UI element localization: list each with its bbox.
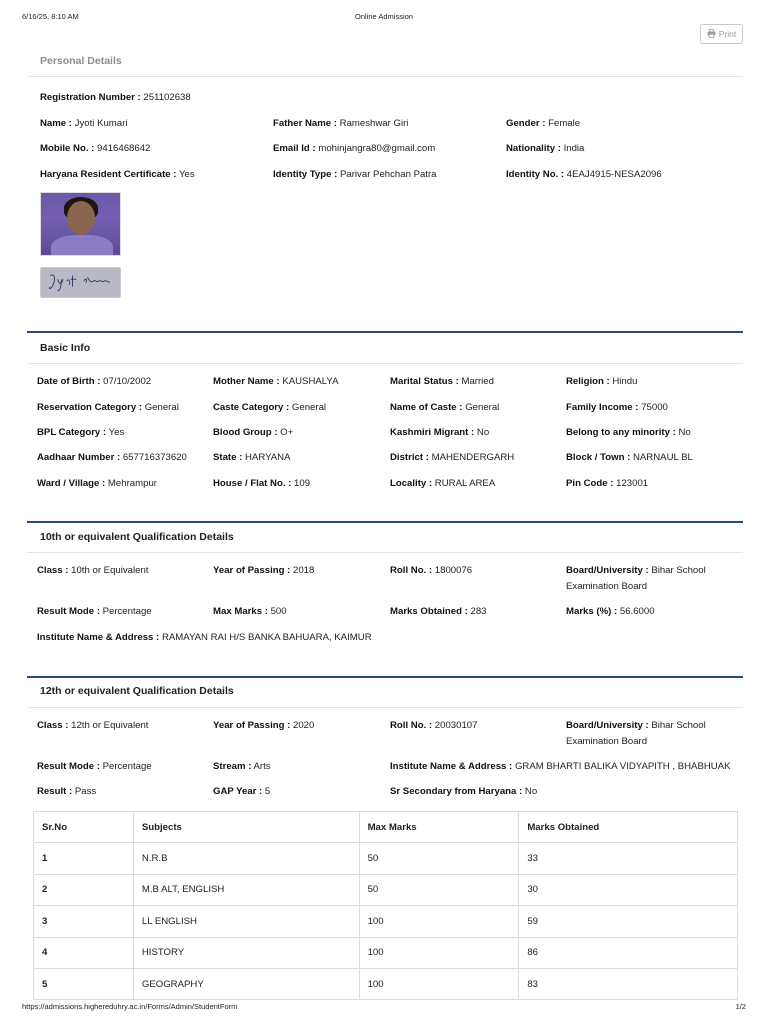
subject-cell: HISTORY [133,937,359,968]
sr-no-cell: 5 [34,968,134,999]
print-label: Print [718,29,737,39]
gender-field: Gender : Female [506,118,581,129]
marks-obtained-cell: 59 [519,906,738,937]
blood-group-field: Blood Group : O+ [213,427,294,438]
ward-village-field: Ward / Village : Mehrampur [37,478,157,489]
sr-no-cell: 3 [34,906,134,937]
state-field: State : HARYANA [213,452,291,463]
haryana-resident-field: Haryana Resident Certificate : Yes [40,169,195,180]
divider [27,76,743,77]
father-name-field: Father Name : Rameshwar Giri [273,118,409,129]
email-field: Email Id : mohinjangra80@gmail.com [273,143,436,154]
marital-status-field: Marital Status : Married [390,376,494,387]
page-number: 1/2 [735,1002,746,1011]
tenth-roll-field: Roll No. : 1800076 [390,565,473,576]
max-marks-cell: 100 [359,968,519,999]
applicant-signature [40,267,121,298]
table-row [34,968,738,999]
twelfth-institute-field: Institute Name & Address : GRAM BHARTI BALIKA VIDYAPITH , BHABHUAK [390,761,731,772]
section-title-12th: 12th or equivalent Qualification Details [40,685,234,697]
locality-field: Locality : RURAL AREA [390,478,496,489]
caste-name-field: Name of Caste : General [390,402,500,413]
divider-blue [27,676,743,678]
column-header: Subjects [133,812,359,843]
name-field: Name : Jyoti Kumari [40,118,128,129]
column-header: Sr.No [34,812,134,843]
tenth-marks-obtained-field: Marks Obtained : 283 [390,606,487,617]
divider [27,363,743,364]
section-title-10th: 10th or equivalent Qualification Details [40,531,234,543]
tenth-result-mode-field: Result Mode : Percentage [37,606,152,617]
marks-obtained-cell: 30 [519,874,738,905]
table-header-row [34,812,738,843]
tenth-institute-field: Institute Name & Address : RAMAYAN RAI H/S BANKA BAHUARA, KAIMUR [37,632,372,643]
max-marks-cell: 50 [359,874,519,905]
subject-marks-table [33,811,738,1000]
section-title-basic: Basic Info [40,342,91,354]
family-income-field: Family Income : 75000 [566,402,668,413]
twelfth-sr-secondary-field: Sr Secondary from Haryana : No [390,786,538,797]
twelfth-result-field: Result : Pass [37,786,97,797]
bpl-category-field: BPL Category : Yes [37,427,125,438]
tenth-year-field: Year of Passing : 2018 [213,565,315,576]
divider [27,707,743,708]
religion-field: Religion : Hindu [566,376,638,387]
tenth-percent-field: Marks (%) : 56.6000 [566,606,655,617]
print-title: Online Admission [355,12,413,21]
divider [27,552,743,553]
mother-name-field: Mother Name : KAUSHALYA [213,376,339,387]
tenth-max-marks-field: Max Marks : 500 [213,606,287,617]
subject-cell: LL ENGLISH [133,906,359,937]
pin-code-field: Pin Code : 123001 [566,478,649,489]
house-no-field: House / Flat No. : 109 [213,478,311,489]
printer-icon [707,29,716,40]
twelfth-roll-field: Roll No. : 20030107 [390,720,478,731]
identity-type-field: Identity Type : Parivar Pehchan Patra [273,169,437,180]
table-row [34,937,738,968]
twelfth-board-field: Board/University : Bihar School Examination Board [566,720,706,747]
table-row [34,906,738,937]
section-title-personal: Personal Details [40,55,122,67]
table-row [34,874,738,905]
twelfth-result-mode-field: Result Mode : Percentage [37,761,152,772]
divider-blue [27,521,743,523]
sr-no-cell: 1 [34,843,134,874]
marks-obtained-cell: 33 [519,843,738,874]
table-row [34,843,738,874]
tenth-board-field: Board/University : Bihar School Examination Board [566,565,706,592]
sr-no-cell: 2 [34,874,134,905]
dob-field: Date of Birth : 07/10/2002 [37,376,152,387]
kashmiri-migrant-field: Kashmiri Migrant : No [390,427,490,438]
twelfth-stream-field: Stream : Arts [213,761,271,772]
max-marks-cell: 50 [359,843,519,874]
district-field: District : MAHENDERGARH [390,452,515,463]
twelfth-gap-year-field: GAP Year : 5 [213,786,271,797]
page-url: https://admissions.highereduhry.ac.in/Forms/Admin/StudentForm [22,1002,238,1011]
registration-number: Registration Number : 251102638 [40,92,191,103]
max-marks-cell: 100 [359,906,519,937]
print-date: 6/16/25, 8:10 AM [22,12,79,21]
minority-field: Belong to any minority : No [566,427,691,438]
aadhaar-field: Aadhaar Number : 657716373620 [37,452,187,463]
browser-print-header [22,12,746,24]
subject-cell: N.R.B [133,843,359,874]
mobile-field: Mobile No. : 9416468642 [40,143,151,154]
marks-obtained-cell: 86 [519,937,738,968]
tenth-class-field: Class : 10th or Equivalent [37,565,149,576]
identity-number-field: Identity No. : 4EAJ4915-NESA2096 [506,169,662,180]
twelfth-class-field: Class : 12th or Equivalent [37,720,149,731]
column-header: Marks Obtained [519,812,738,843]
caste-category-field: Caste Category : General [213,402,327,413]
block-town-field: Block / Town : NARNAUL BL [566,452,693,463]
marks-obtained-cell: 83 [519,968,738,999]
subject-cell: M.B ALT, ENGLISH [133,874,359,905]
column-header: Max Marks [359,812,519,843]
applicant-photo [40,192,121,256]
print-button[interactable] [700,24,743,44]
nationality-field: Nationality : India [506,143,585,154]
max-marks-cell: 100 [359,937,519,968]
reservation-category-field: Reservation Category : General [37,402,179,413]
divider-blue [27,331,743,333]
sr-no-cell: 4 [34,937,134,968]
twelfth-year-field: Year of Passing : 2020 [213,720,315,731]
subject-cell: GEOGRAPHY [133,968,359,999]
